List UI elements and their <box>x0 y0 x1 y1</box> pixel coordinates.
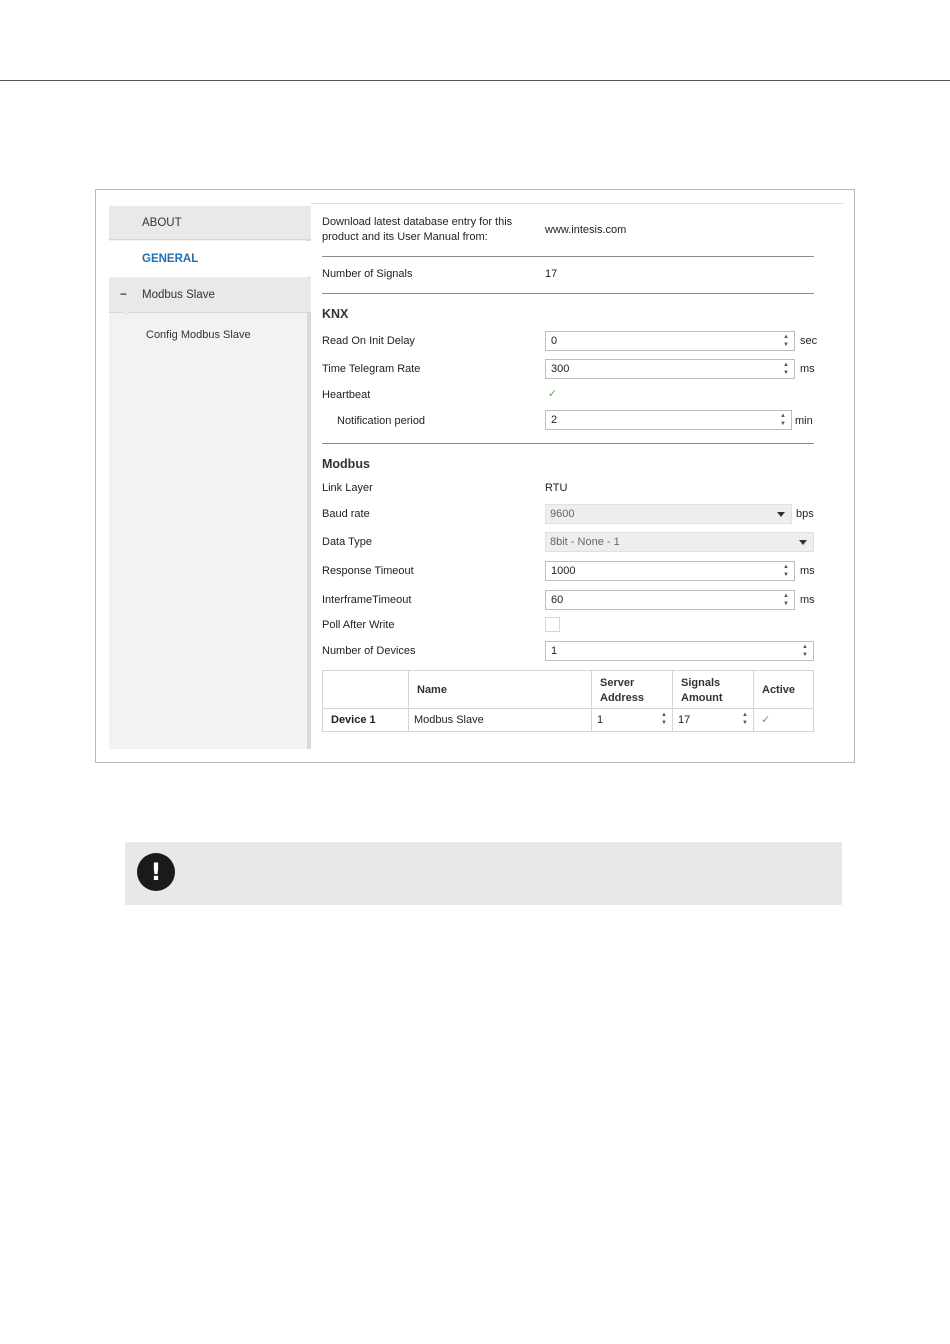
knx-section-title: KNX <box>322 307 349 321</box>
heartbeat-checkbox[interactable] <box>545 387 560 402</box>
select-value: 8bit - None - 1 <box>550 536 620 548</box>
chevron-down-icon <box>799 540 807 545</box>
spinner-arrows-icon[interactable]: ▲ ▼ <box>783 593 789 607</box>
notification-period-input[interactable] <box>545 410 792 430</box>
spinner-arrows-icon[interactable]: ▲ ▼ <box>802 644 808 658</box>
page-top-rule <box>0 80 950 81</box>
number-of-devices-label: Number of Devices <box>322 645 416 657</box>
select-value: 9600 <box>550 508 575 520</box>
sidebar-item-general[interactable] <box>109 241 311 277</box>
interframe-timeout-label: InterframeTimeout <box>322 594 412 606</box>
input-value: 0 <box>551 335 558 347</box>
table-header-signals-amount: Signals Amount <box>672 670 754 709</box>
device-name-cell[interactable]: Modbus Slave <box>408 708 592 732</box>
unit-label: bps <box>796 508 814 520</box>
config-window <box>95 189 855 763</box>
divider <box>322 443 814 444</box>
spinner-arrows-icon[interactable]: ▲ ▼ <box>783 362 789 376</box>
table-header-server-address: Server Address <box>591 670 673 709</box>
table-header-device <box>322 670 409 709</box>
data-type-select[interactable] <box>545 532 814 552</box>
header-divider <box>311 203 843 204</box>
table-header-active: Active <box>753 670 814 709</box>
spinner-arrows-icon[interactable]: ▲ ▼ <box>783 564 789 578</box>
link-layer-label: Link Layer <box>322 482 373 494</box>
chevron-down-icon <box>777 512 785 517</box>
sidebar-item-label: GENERAL <box>142 253 199 265</box>
heartbeat-label: Heartbeat <box>322 389 371 401</box>
unit-label: ms <box>800 594 815 606</box>
sidebar-item-config-modbus-slave[interactable] <box>109 318 311 352</box>
data-type-label: Data Type <box>322 536 372 548</box>
table-row-device-label: Device 1 <box>322 708 409 732</box>
input-value: 1 <box>551 645 558 657</box>
unit-label: ms <box>800 363 815 375</box>
sidebar-item-label: ABOUT <box>142 217 182 229</box>
input-value: 1000 <box>551 565 576 577</box>
spinner-arrows-icon[interactable]: ▲ ▼ <box>783 334 789 348</box>
num-signals-value: 17 <box>545 268 558 280</box>
sidebar-item-about[interactable] <box>109 206 311 240</box>
baud-rate-select[interactable] <box>545 504 792 524</box>
unit-label: sec <box>800 335 818 347</box>
divider <box>322 256 814 257</box>
spinner-arrows-icon[interactable]: ▲ ▼ <box>742 712 748 726</box>
download-label-line2: product and its User Manual from: <box>322 231 488 243</box>
time-telegram-rate-input[interactable] <box>545 359 795 379</box>
unit-label: ms <box>800 565 815 577</box>
selection-notch <box>121 311 131 316</box>
check-icon: ✓ <box>761 714 771 726</box>
poll-after-write-checkbox[interactable] <box>545 617 560 632</box>
spinner-arrows-icon[interactable]: ▲ ▼ <box>661 712 667 726</box>
link-layer-value: RTU <box>545 482 568 494</box>
exclamation-icon: ! <box>137 853 175 891</box>
response-timeout-label: Response Timeout <box>322 565 414 577</box>
collapse-icon[interactable]: − <box>120 289 127 301</box>
download-label-line1: Download latest database entry for this <box>322 216 513 228</box>
input-value: 2 <box>551 414 558 426</box>
sidebar-item-modbus-slave[interactable] <box>109 278 311 313</box>
unit-label: min <box>795 415 813 427</box>
spinner-arrows-icon[interactable]: ▲ ▼ <box>780 413 786 427</box>
notification-period-label: Notification period <box>337 415 426 427</box>
sidebar <box>109 206 311 749</box>
table-header-name: Name <box>408 670 592 709</box>
download-link[interactable]: www.intesis.com <box>545 224 627 236</box>
interframe-timeout-input[interactable] <box>545 590 795 610</box>
divider <box>322 293 814 294</box>
signals-amount-input[interactable]: 17 ▲ ▼ <box>672 708 754 732</box>
read-on-init-delay-input[interactable] <box>545 331 795 351</box>
server-address-input[interactable]: 1 ▲ ▼ <box>591 708 673 732</box>
sidebar-item-label: Config Modbus Slave <box>146 329 251 341</box>
baud-rate-label: Baud rate <box>322 508 370 520</box>
response-timeout-input[interactable] <box>545 561 795 581</box>
number-of-devices-input[interactable] <box>545 641 814 661</box>
notice-box <box>125 842 842 905</box>
time-telegram-rate-label: Time Telegram Rate <box>322 363 421 375</box>
devices-table <box>322 670 814 732</box>
check-icon: ✓ <box>547 388 558 400</box>
sidebar-item-label: Modbus Slave <box>142 289 215 301</box>
read-on-init-delay-label: Read On Init Delay <box>322 335 415 347</box>
num-signals-label: Number of Signals <box>322 268 413 280</box>
input-value: 300 <box>551 363 570 375</box>
device-active-checkbox[interactable] <box>753 708 814 732</box>
poll-after-write-label: Poll After Write <box>322 619 395 631</box>
modbus-section-title: Modbus <box>322 457 370 471</box>
input-value: 60 <box>551 594 564 606</box>
